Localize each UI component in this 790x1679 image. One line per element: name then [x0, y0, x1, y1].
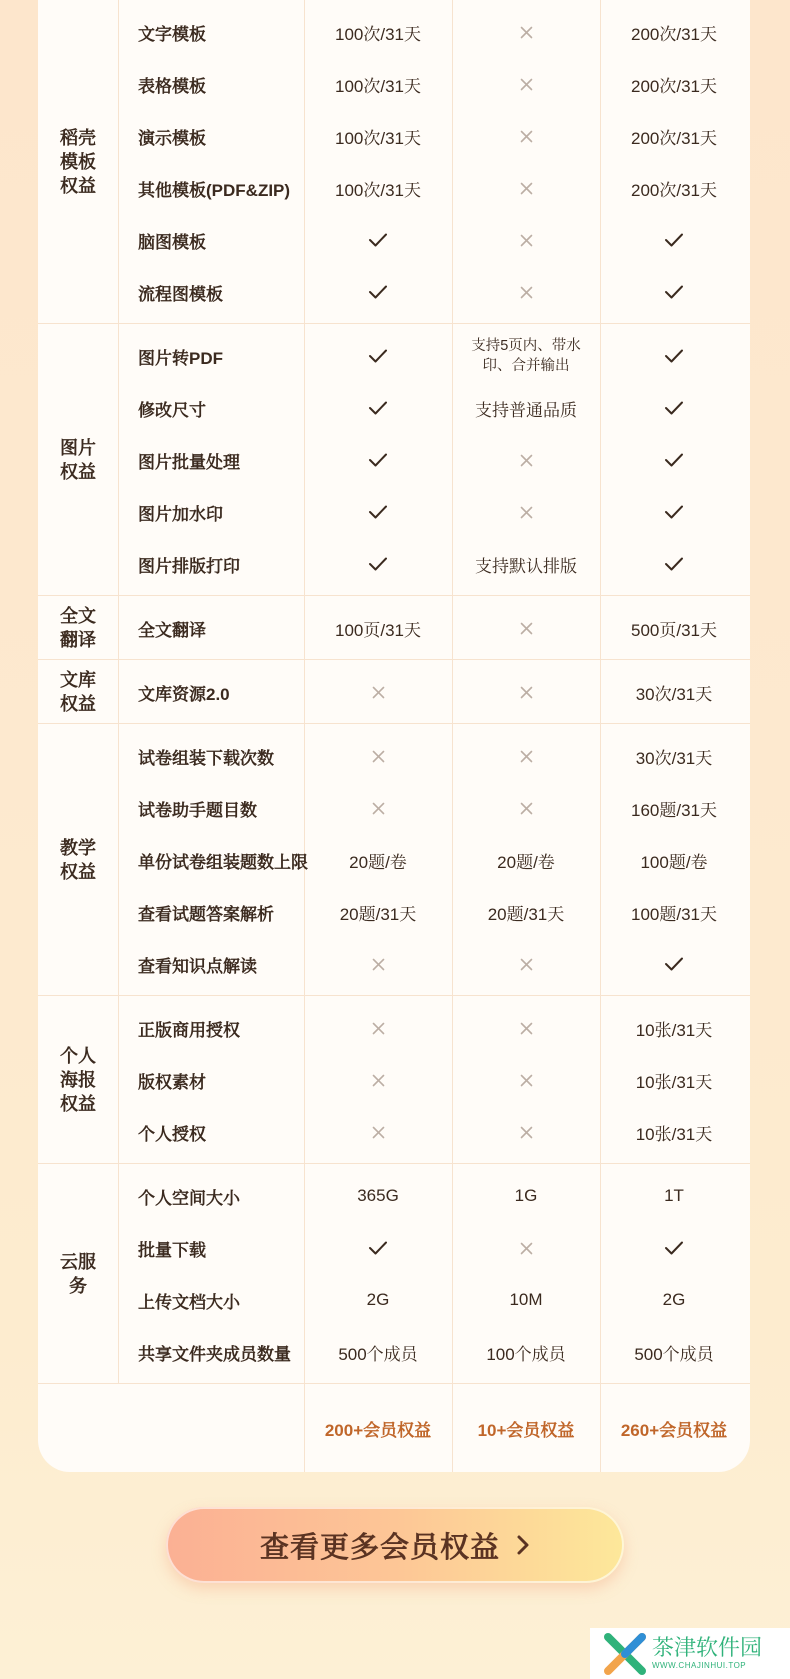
section-title-text: 云服务: [60, 1251, 96, 1296]
section-title-text: 全文 翻译: [60, 605, 96, 650]
benefit-row: [118, 1106, 750, 1158]
cross-icon: [304, 782, 452, 834]
footer-benefit-count: 10+会员权益: [477, 1420, 575, 1440]
watermark-logo-icon: [604, 1633, 646, 1675]
check-icon: [304, 434, 452, 486]
cross-icon: [452, 58, 600, 110]
benefit-row: [118, 730, 750, 782]
cross-icon: [452, 1054, 600, 1106]
benefit-value: 100页/31天: [335, 620, 421, 640]
benefit-section: [38, 724, 750, 996]
benefit-section: [38, 660, 750, 724]
check-icon: [304, 266, 452, 318]
check-icon: [304, 1222, 452, 1274]
feature-name: 修改尺寸: [138, 400, 206, 420]
benefit-value: 支持5页内、带水印、合并输出: [471, 338, 581, 374]
benefit-value: 200次/31天: [631, 76, 717, 96]
benefit-row: [118, 434, 750, 486]
benefit-row: [118, 1170, 750, 1222]
benefit-row: [118, 1002, 750, 1054]
feature-name: 流程图模板: [138, 284, 223, 304]
feature-name: 版权素材: [138, 1072, 206, 1092]
benefit-row: [118, 1274, 750, 1326]
benefits-table-card: [38, 0, 750, 1472]
benefit-value: 2G: [662, 1290, 686, 1309]
benefit-value: 10张/31天: [635, 1072, 713, 1092]
cross-icon: [452, 1106, 600, 1158]
feature-name: 图片排版打印: [138, 556, 240, 576]
feature-name: 批量下载: [138, 1240, 206, 1260]
benefit-value: 1G: [514, 1186, 538, 1205]
check-icon: [304, 382, 452, 434]
benefit-value: 支持默认排版: [475, 556, 577, 576]
benefit-section: [38, 324, 750, 596]
benefit-value: 20题/卷: [497, 852, 555, 872]
feature-name: 表格模板: [138, 76, 206, 96]
section-title: [38, 596, 118, 659]
feature-name: 单份试卷组装题数上限: [138, 852, 308, 872]
cross-icon: [304, 1054, 452, 1106]
benefit-value: 20题/卷: [349, 852, 407, 872]
benefit-row: [118, 266, 750, 318]
check-icon: [304, 538, 452, 590]
section-title: [38, 0, 118, 323]
benefit-value: 500个成员: [634, 1344, 714, 1364]
watermark-brand: 茶津软件园: [652, 1636, 763, 1661]
feature-name: 查看知识点解读: [138, 956, 257, 976]
check-icon: [600, 214, 748, 266]
check-icon: [600, 382, 748, 434]
benefit-row: [118, 886, 750, 938]
footer-benefit-count: 260+会员权益: [620, 1420, 728, 1440]
benefit-section: [38, 596, 750, 660]
cross-icon: [452, 162, 600, 214]
benefit-row: [118, 538, 750, 590]
section-title: [38, 660, 118, 723]
cross-icon: [452, 266, 600, 318]
benefit-section: [38, 0, 750, 324]
benefit-row: [118, 330, 750, 382]
check-icon: [600, 538, 748, 590]
benefit-value: 30次/31天: [635, 748, 713, 768]
benefit-value: 100题/卷: [640, 852, 708, 872]
watermark-url: WWW.CHAJINHUI.TOP: [652, 1661, 747, 1670]
more-benefits-button[interactable]: [166, 1507, 624, 1583]
benefit-value: 100次/31天: [335, 128, 421, 148]
benefit-value: 10M: [509, 1290, 543, 1309]
benefit-value: 500个成员: [338, 1344, 418, 1364]
check-icon: [600, 330, 748, 382]
cross-icon: [452, 602, 600, 654]
feature-name: 试卷助手题目数: [138, 800, 257, 820]
benefit-row: [118, 162, 750, 214]
benefit-row: [118, 6, 750, 58]
check-icon: [600, 1222, 748, 1274]
section-title-text: 教学 权益: [60, 837, 96, 882]
more-benefits-label: 查看更多会员权益: [259, 1531, 500, 1564]
section-title: [38, 1164, 118, 1383]
cross-icon: [304, 666, 452, 718]
benefit-value: 1T: [664, 1186, 684, 1205]
benefit-row: [118, 782, 750, 834]
benefit-value: 20题/31天: [339, 904, 417, 924]
check-icon: [304, 330, 452, 382]
benefit-row: [118, 382, 750, 434]
benefit-value: 20题/31天: [487, 904, 565, 924]
cross-icon: [452, 730, 600, 782]
check-icon: [600, 266, 748, 318]
cross-icon: [452, 214, 600, 266]
benefit-row: [118, 834, 750, 886]
feature-name: 上传文档大小: [138, 1292, 240, 1312]
cross-icon: [452, 666, 600, 718]
benefit-value: 100题/31天: [631, 904, 717, 924]
feature-name: 图片批量处理: [138, 452, 240, 472]
benefit-row: [118, 938, 750, 990]
cross-icon: [304, 1106, 452, 1158]
benefit-value: 365G: [357, 1186, 399, 1205]
feature-name: 个人授权: [138, 1124, 206, 1144]
cross-icon: [304, 730, 452, 782]
benefit-row: [118, 1222, 750, 1274]
feature-name: 查看试题答案解析: [138, 904, 274, 924]
section-title: [38, 724, 118, 995]
benefit-row: [118, 214, 750, 266]
section-title-text: 文库 权益: [60, 669, 96, 714]
check-icon: [304, 486, 452, 538]
benefit-section: [38, 1164, 750, 1384]
feature-name: 个人空间大小: [138, 1188, 240, 1208]
feature-name: 正版商用授权: [138, 1020, 240, 1040]
cross-icon: [452, 486, 600, 538]
footer-benefit-count: 200+会员权益: [324, 1420, 432, 1440]
cross-icon: [452, 110, 600, 162]
benefit-value: 200次/31天: [631, 24, 717, 44]
cross-icon: [452, 938, 600, 990]
benefit-row: [118, 110, 750, 162]
benefit-value: 2G: [366, 1290, 390, 1309]
benefit-value: 30次/31天: [635, 684, 713, 704]
section-title-text: 稻壳 模板 权益: [60, 127, 96, 196]
feature-name: 图片加水印: [138, 504, 223, 524]
check-icon: [600, 486, 748, 538]
cross-icon: [304, 938, 452, 990]
watermark: [590, 1628, 790, 1679]
feature-name: 文库资源2.0: [138, 684, 230, 704]
footer-row: [118, 1384, 750, 1472]
section-title: [38, 996, 118, 1163]
benefit-value: 200次/31天: [631, 180, 717, 200]
benefit-row: [118, 58, 750, 110]
check-icon: [600, 938, 748, 990]
cross-icon: [452, 1002, 600, 1054]
feature-name: 其他模板(PDF&ZIP): [138, 180, 291, 200]
feature-name: 演示模板: [138, 128, 206, 148]
cross-icon: [452, 6, 600, 58]
cross-icon: [452, 1222, 600, 1274]
benefit-value: 100次/31天: [335, 180, 421, 200]
benefit-value: 100次/31天: [335, 24, 421, 44]
benefit-value: 200次/31天: [631, 128, 717, 148]
benefit-row: [118, 1054, 750, 1106]
feature-name: 图片转PDF: [138, 348, 223, 368]
cross-icon: [304, 1002, 452, 1054]
benefit-value: 支持普通品质: [475, 400, 577, 420]
feature-name: 文字模板: [138, 24, 206, 44]
benefit-value: 100个成员: [486, 1344, 566, 1364]
cross-icon: [452, 782, 600, 834]
check-icon: [600, 434, 748, 486]
section-title-text: 个人 海报 权益: [60, 1045, 96, 1114]
chevron-right-icon: [516, 1534, 530, 1556]
feature-name: 共享文件夹成员数量: [138, 1344, 291, 1364]
section-title-text: 图片 权益: [60, 437, 96, 482]
check-icon: [304, 214, 452, 266]
section-title: [38, 324, 118, 595]
benefit-value: 10张/31天: [635, 1124, 713, 1144]
feature-name: 脑图模板: [138, 232, 206, 252]
feature-name: 试卷组装下载次数: [138, 748, 274, 768]
benefit-row: [118, 1326, 750, 1378]
cross-icon: [452, 434, 600, 486]
benefit-section: [38, 996, 750, 1164]
benefit-value: 160题/31天: [631, 800, 717, 820]
benefit-row: [118, 666, 750, 718]
benefit-value: 500页/31天: [631, 620, 717, 640]
benefit-row: [118, 486, 750, 538]
feature-name: 全文翻译: [138, 620, 206, 640]
benefit-row: [118, 602, 750, 654]
benefit-value: 10张/31天: [635, 1020, 713, 1040]
benefit-value: 100次/31天: [335, 76, 421, 96]
